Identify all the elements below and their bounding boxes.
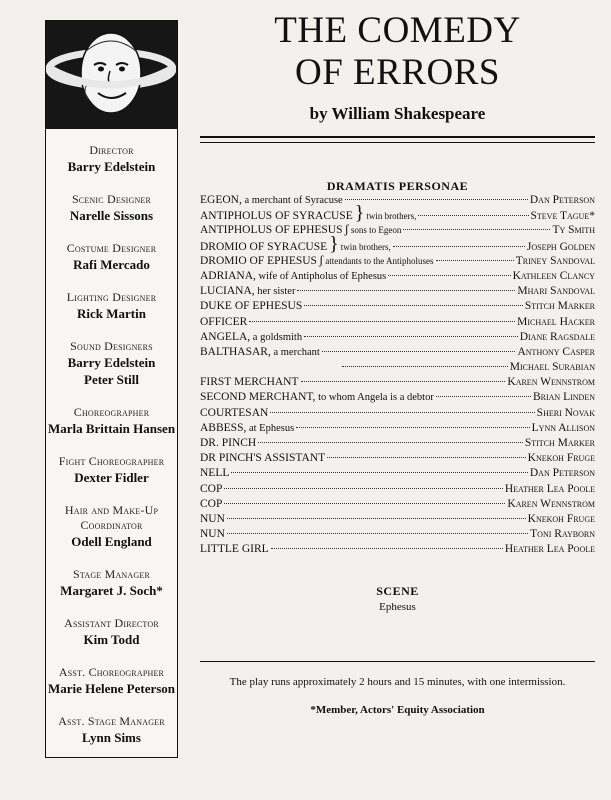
cast-actor: Lynn Allison <box>531 421 595 434</box>
cast-row <box>200 406 595 421</box>
cast-role-name: NUN <box>200 528 225 541</box>
cast-actor: Anthony Casper <box>517 345 595 358</box>
cast-role-name: DUKE OF EPHESUS <box>200 300 303 313</box>
cast-group-note: twin brothers, <box>340 241 391 252</box>
cast-actor: Ty Smith <box>552 224 595 237</box>
cast-actor: Stitch Marker <box>524 437 595 449</box>
cast-row <box>200 451 595 466</box>
credit-role: Lighting Designer <box>66 290 157 304</box>
credit-role: Choreographer <box>73 405 150 419</box>
dot-leader <box>270 412 534 413</box>
cast-role-name: NUN <box>200 512 225 525</box>
cast-actor: Heather Lea Poole <box>504 543 595 556</box>
cast-role <box>200 223 343 238</box>
cast-actor: Toni Rayborn <box>530 528 595 541</box>
credit-name: Barry Edelstein <box>67 159 156 174</box>
credit-name: Marla Brittain Hansen <box>47 421 176 436</box>
cast-actor: Kathleen Clancy <box>512 269 595 282</box>
credit-name: Kim Todd <box>83 632 140 647</box>
cast-row <box>200 269 595 284</box>
cast-role-description: a merchant <box>270 346 320 358</box>
cast-actor: Knekoh Fruge <box>527 512 595 525</box>
cast-role <box>200 527 225 542</box>
cast-role <box>200 390 434 405</box>
cast-role <box>200 542 269 557</box>
cast-actor: Michael Hacker <box>517 315 595 328</box>
cast-role-description: a merchant of Syracuse <box>241 195 343 206</box>
cast-role-description: her sister <box>254 286 296 298</box>
credit-name: Narelle Sissons <box>69 208 154 223</box>
cast-role-name: OFFICER <box>200 315 248 328</box>
cast-row <box>200 466 595 481</box>
cast-role-name: LITTLE GIRL <box>200 543 269 556</box>
credit-role: Assistant Director <box>64 616 159 630</box>
cast-role-name: LUCIANA, <box>200 285 255 298</box>
cast-role-name: EGEON, <box>200 194 242 206</box>
dot-leader <box>297 290 515 291</box>
credit-role: Asst. Stage Manager <box>58 714 165 728</box>
credits-sidebar <box>45 20 178 758</box>
cast-list <box>200 193 595 558</box>
byline: by William Shakespeare <box>309 104 486 123</box>
cast-row <box>200 512 595 527</box>
divider-bottom <box>200 661 595 662</box>
dot-leader <box>227 518 526 519</box>
credit-entry <box>46 339 177 388</box>
dot-leader <box>271 548 503 549</box>
credit-role: Stage Manager <box>73 567 150 581</box>
scene-label: SCENE <box>376 584 419 598</box>
cast-role <box>200 330 302 345</box>
runtime-note: The play runs approximately 2 hours and 15 minutes, with one intermission. <box>229 676 566 688</box>
cast-actor: Joseph Golden <box>526 240 595 253</box>
credit-role: Scenic Designer <box>71 192 152 206</box>
credit-name: Margaret J. Soch* <box>60 583 163 598</box>
cast-row <box>200 345 595 360</box>
dot-leader <box>224 488 502 489</box>
cast-role <box>200 345 320 360</box>
credit-entry <box>46 290 177 322</box>
dot-leader <box>258 442 523 443</box>
cast-row <box>200 330 595 345</box>
cast-actor: Triney Sandoval <box>515 254 595 267</box>
cast-actor: Heather Lea Poole <box>504 482 595 495</box>
credit-role: Director <box>89 143 134 157</box>
dot-leader <box>403 229 550 230</box>
cast-row <box>200 390 595 405</box>
credit-role: Asst. Choreographer <box>58 665 165 679</box>
cast-actor: Brian Linden <box>532 391 595 404</box>
cast-row <box>200 315 595 330</box>
cast-role <box>200 269 386 284</box>
cast-group-note: twin brothers, <box>366 211 417 222</box>
credit-entry <box>46 241 177 273</box>
credit-name: Peter Still <box>84 372 139 387</box>
cast-role <box>200 299 302 314</box>
scene-location: Ephesus <box>379 601 416 613</box>
dot-leader <box>388 275 510 276</box>
cast-row <box>200 527 595 542</box>
credit-role: Hair and Make-Up Coordinator <box>64 503 159 532</box>
cast-actor: Sheri Novak <box>536 406 595 419</box>
cast-role-description: a goldsmith <box>250 331 303 343</box>
cast-role-name: ANTIPHOLUS OF EPHESUS <box>200 224 343 237</box>
credit-entry <box>46 714 177 746</box>
dot-leader <box>327 457 526 458</box>
cast-role <box>200 193 343 208</box>
cast-row <box>200 436 595 451</box>
cast-role <box>200 284 295 299</box>
planet-face-logo-icon <box>46 21 176 129</box>
dot-leader <box>322 351 516 352</box>
credit-role: Sound Designers <box>70 339 153 353</box>
dot-leader <box>301 381 506 382</box>
cast-actor: Mhari Sandoval <box>517 285 595 298</box>
credit-entry <box>46 192 177 224</box>
credit-name: Odell England <box>71 534 152 549</box>
cast-actor: Steve Tague* <box>530 210 595 223</box>
cast-role-name: NELL <box>200 467 230 480</box>
cast-role-description: wife of Antipholus of Ephesus <box>255 270 387 282</box>
credit-name: Rick Martin <box>77 306 146 321</box>
dot-leader <box>227 533 528 534</box>
cast-role-name: BALTHASAR, <box>200 345 271 358</box>
cast-role-name: ANTIPHOLUS OF SYRACUSE <box>200 210 353 223</box>
cast-role <box>200 497 222 512</box>
cast-actor: Dan Peterson <box>529 194 595 206</box>
cast-role-description: at Ephesus <box>246 422 295 434</box>
scene-block <box>200 584 595 613</box>
cast-row <box>200 284 595 299</box>
cast-role-name: ANGELA, <box>200 330 251 343</box>
dot-leader <box>304 336 518 337</box>
dot-leader <box>418 215 528 216</box>
dot-leader <box>342 366 508 367</box>
cast-actor: Knekoh Fruge <box>527 452 595 465</box>
cast-role <box>200 482 222 497</box>
cast-role <box>200 209 353 224</box>
cast-group-note: attendants to the Antipholuses <box>325 255 434 266</box>
dot-leader <box>249 321 515 322</box>
dot-leader <box>436 396 531 397</box>
credit-entry <box>46 616 177 648</box>
divider-thick <box>200 136 595 138</box>
cast-row <box>200 482 595 497</box>
credit-entry <box>46 503 177 550</box>
play-title-line-1: THE COMEDY <box>274 10 521 51</box>
cast-row <box>200 497 595 512</box>
brace-mark: ʃ <box>318 251 324 267</box>
cast-actor: Karen Wennstrom <box>507 376 595 389</box>
cast-row <box>200 542 595 557</box>
cast-actor: Michael Surabian <box>509 361 595 374</box>
dot-leader <box>304 305 523 306</box>
cast-role-name: DROMIO OF EPHESUS <box>200 254 317 267</box>
play-title-line-2: OF ERRORS <box>295 52 500 93</box>
cast-role-name: ADRIANA, <box>200 269 256 282</box>
cast-row <box>200 360 595 375</box>
dot-leader <box>231 472 527 473</box>
credit-name: Lynn Sims <box>82 730 141 745</box>
credit-entry <box>46 405 177 437</box>
cast-row <box>200 251 595 269</box>
credit-entry <box>46 454 177 486</box>
cast-role <box>200 421 294 436</box>
credit-role: Fight Choreographer <box>58 454 165 468</box>
equity-note: *Member, Actors' Equity Association <box>310 704 485 716</box>
cast-role-name: COP <box>200 497 223 510</box>
dot-leader <box>296 427 529 428</box>
cast-role <box>200 512 225 527</box>
cast-row <box>200 375 595 390</box>
credit-name: Marie Helene Peterson <box>47 681 176 696</box>
cast-role <box>200 315 247 330</box>
cast-role <box>200 375 299 390</box>
dot-leader <box>224 503 505 504</box>
cast-role <box>200 466 229 481</box>
credits-list <box>46 129 177 746</box>
credit-entry <box>46 567 177 599</box>
dot-leader <box>345 199 528 200</box>
credit-name: Rafi Mercado <box>73 257 150 272</box>
cast-row <box>200 202 595 225</box>
cast-role-name: DROMIO OF SYRACUSE <box>200 240 328 253</box>
dot-leader <box>393 246 525 247</box>
credit-role: Costume Designer <box>66 241 157 255</box>
brace-mark: } <box>354 202 365 225</box>
cast-role <box>200 406 268 421</box>
cast-actor: Dan Peterson <box>529 467 595 480</box>
cast-role-name: SECOND MERCHANT, <box>200 391 316 404</box>
credit-name: Dexter Fidler <box>74 470 149 485</box>
cast-role-name: DR. PINCH <box>200 437 257 449</box>
cast-actor: Diane Ragsdale <box>519 330 595 343</box>
cast-row <box>200 223 595 238</box>
cast-row <box>200 421 595 436</box>
credit-name: Barry Edelstein <box>67 355 156 370</box>
cast-role-name: FIRST MERCHANT <box>200 376 299 389</box>
cast-actor: Karen Wennstrom <box>507 497 595 510</box>
title-block <box>200 10 595 124</box>
cast-role <box>200 240 327 255</box>
cast-role-name: COP <box>200 482 223 495</box>
cast-role-name: DR PINCH'S ASSISTANT <box>200 452 326 465</box>
cast-role <box>200 436 256 451</box>
dramatis-heading: DRAMATIS PERSONAE <box>326 179 469 193</box>
cast-role-name: COURTESAN <box>200 406 269 419</box>
credit-entry <box>46 665 177 697</box>
cast-role <box>200 451 325 466</box>
cast-role-name: ABBESS, <box>200 421 247 434</box>
logo-panel <box>46 21 177 129</box>
cast-row <box>200 232 595 255</box>
cast-role-description: to whom Angela is a debtor <box>315 392 434 404</box>
dot-leader <box>436 260 514 261</box>
brace-mark: } <box>329 232 339 255</box>
cast-row <box>200 193 595 208</box>
divider-thin <box>200 142 595 143</box>
cast-role <box>200 254 317 269</box>
cast-row <box>200 299 595 314</box>
cast-group-note: sons to Egeon <box>350 225 402 236</box>
brace-mark: ʃ <box>344 221 349 237</box>
cast-actor: Stitch Marker <box>524 300 595 313</box>
credit-entry <box>46 143 177 175</box>
